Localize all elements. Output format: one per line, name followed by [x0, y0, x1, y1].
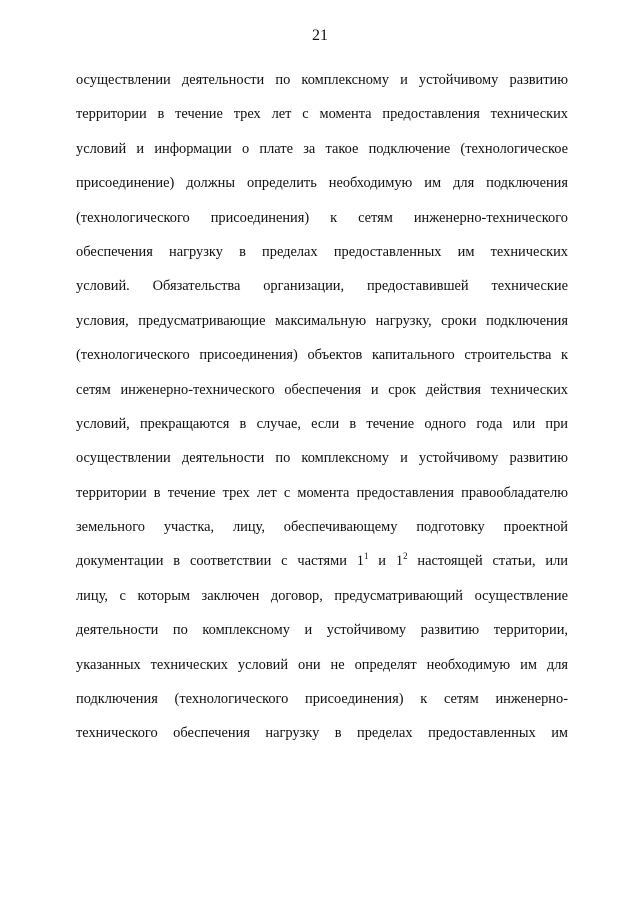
superscript-index: 1 [363, 551, 369, 562]
text-line: осуществлении деятельности по комплексному и устойчивому развитию [76, 72, 568, 88]
text-line: земельного участка, лицу, обеспечивающему подготовку проектной [76, 519, 568, 536]
page-number: 21 [312, 27, 328, 44]
text-fragment: и [368, 553, 396, 570]
text-line: лицу, с которым заключен договор, предусматривающий осуществление [76, 587, 568, 604]
text-line: условия, предусматривающие максимальную нагрузку, сроки подключения [76, 312, 568, 329]
text-line: сетям инженерно-технического обеспечения и срок действия технических [76, 381, 568, 398]
text-line: условий, прекращаются в случае, если в течение одного года или при [76, 415, 568, 432]
part-number: 1 [395, 553, 404, 570]
document-body [76, 63, 568, 751]
text-line: технического обеспечения нагрузку в пределах предоставленных им [76, 725, 568, 742]
text-line: территории в течение трех лет с момента предоставления технических [76, 106, 568, 123]
text-line: (технологического присоединения) объектов капитального строительства к [76, 347, 568, 364]
text-line: (технологического присоединения) к сетям инженерно-технического [76, 209, 568, 226]
text-line: подключения (технологического присоединения) к сетям инженерно- [76, 691, 568, 708]
part-number: 1 [356, 553, 364, 570]
text-line: территории в течение трех лет с момента предоставления правообладателю [76, 484, 568, 501]
superscript-index: 2 [403, 551, 408, 562]
text-fragment: документации в соответствии с частями [76, 553, 357, 570]
text-line: условий. Обязательства организации, предоставившей технические [76, 278, 568, 295]
text-line-with-superscripts [76, 544, 568, 578]
text-fragment: настоящей статьи, или [407, 553, 568, 570]
text-line: осуществлении деятельности по комплексному и устойчивому развитию [76, 450, 568, 467]
text-line: указанных технических условий они не определят необходимую им для [76, 656, 568, 673]
text-line: присоединение) должны определить необходимую им для подключения [76, 175, 568, 192]
text-line: обеспечения нагрузку в пределах предоставленных им технических [76, 243, 568, 260]
text-line: деятельности по комплексному и устойчивому развитию территории, [76, 622, 568, 639]
text-line: условий и информации о плате за такое подключение (технологическое [76, 140, 568, 157]
